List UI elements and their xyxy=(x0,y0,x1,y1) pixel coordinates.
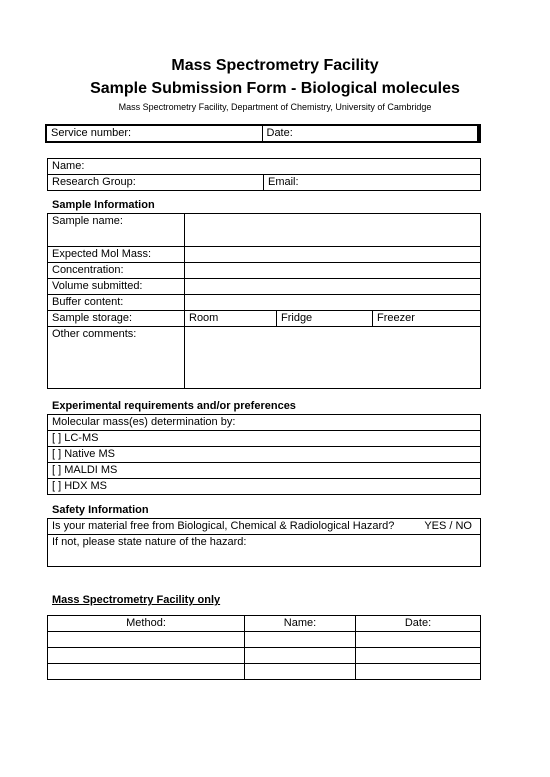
form-subtitle: Mass Spectrometry Facility, Department of Chemistry, University of Cambridge xyxy=(118,102,432,112)
concentration-label: Concentration: xyxy=(48,263,185,279)
safety-heading: Safety Information xyxy=(52,504,149,516)
option-lc-ms[interactable]: [ ] LC-MS xyxy=(48,431,481,447)
research-group-field[interactable] xyxy=(48,175,264,191)
research-group-label: Research Group: xyxy=(52,176,136,188)
hazard-yes-no[interactable]: YES / NO xyxy=(424,520,472,532)
service-table xyxy=(45,124,481,143)
service-date-field[interactable] xyxy=(262,125,479,142)
contact-table xyxy=(47,158,481,191)
hazard-question-row xyxy=(48,519,481,535)
facility-cell[interactable] xyxy=(245,664,356,680)
facility-cell[interactable] xyxy=(356,648,481,664)
storage-option-freezer[interactable]: Freezer xyxy=(373,311,481,327)
experimental-table xyxy=(47,414,481,495)
facility-heading: Mass Spectrometry Facility only xyxy=(52,594,221,606)
email-label: Email: xyxy=(268,176,299,188)
facility-cell[interactable] xyxy=(48,632,245,648)
storage-option-fridge[interactable]: Fridge xyxy=(277,311,373,327)
buffer-label: Buffer content: xyxy=(48,295,185,311)
facility-table xyxy=(47,615,481,680)
sample-name-label: Sample name: xyxy=(48,214,185,247)
experimental-intro: Molecular mass(es) determination by: xyxy=(48,415,481,431)
mol-mass-label: Expected Mol Mass: xyxy=(48,247,185,263)
comments-label: Other comments: xyxy=(48,327,185,389)
experimental-heading: Experimental requirements and/or preferences xyxy=(52,400,296,412)
storage-label: Sample storage: xyxy=(48,311,185,327)
service-date-label: Date: xyxy=(266,127,293,139)
option-hdx-ms[interactable]: [ ] HDX MS xyxy=(48,479,481,495)
sample-info-heading: Sample Information xyxy=(52,199,155,211)
buffer-input[interactable] xyxy=(185,295,481,311)
mol-mass-input[interactable] xyxy=(185,247,481,263)
concentration-input[interactable] xyxy=(185,263,481,279)
facility-col-date: Date: xyxy=(356,616,481,632)
service-number-label: Service number: xyxy=(51,127,132,139)
form-title-line2: Sample Submission Form - Biological molecules xyxy=(90,80,460,97)
comments-input[interactable] xyxy=(185,327,481,389)
name-label: Name: xyxy=(52,160,85,172)
storage-option-room[interactable]: Room xyxy=(185,311,277,327)
facility-cell[interactable] xyxy=(48,664,245,680)
form-title-line1: Mass Spectrometry Facility xyxy=(171,57,379,74)
option-native-ms[interactable]: [ ] Native MS xyxy=(48,447,481,463)
sample-table xyxy=(47,213,481,389)
option-maldi-ms[interactable]: [ ] MALDI MS xyxy=(48,463,481,479)
name-field[interactable] xyxy=(48,159,481,175)
hazard-question: Is your material free from Biological, Chemical & Radiological Hazard? xyxy=(52,520,395,532)
volume-input[interactable] xyxy=(185,279,481,295)
facility-cell[interactable] xyxy=(356,664,481,680)
hazard-followup[interactable]: If not, please state nature of the hazard: xyxy=(48,535,481,567)
facility-cell[interactable] xyxy=(356,632,481,648)
safety-table xyxy=(47,518,481,567)
volume-label: Volume submitted: xyxy=(48,279,185,295)
facility-col-method: Method: xyxy=(48,616,245,632)
facility-col-name: Name: xyxy=(245,616,356,632)
facility-cell[interactable] xyxy=(48,648,245,664)
facility-cell[interactable] xyxy=(245,648,356,664)
service-number-field[interactable] xyxy=(46,125,262,142)
facility-cell[interactable] xyxy=(245,632,356,648)
sample-name-input[interactable] xyxy=(185,214,481,247)
email-field[interactable] xyxy=(264,175,481,191)
